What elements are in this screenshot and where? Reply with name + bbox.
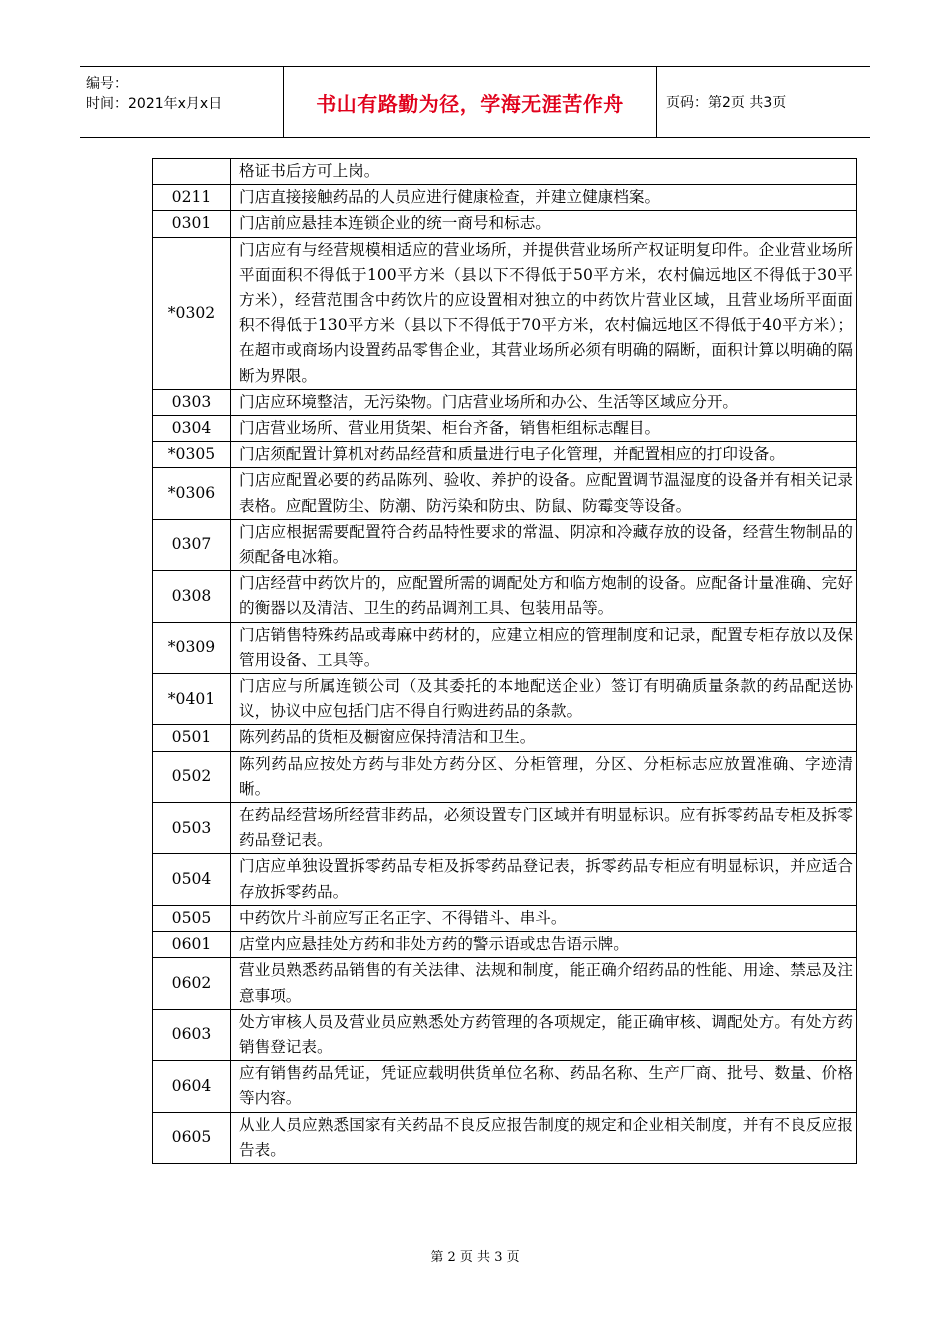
item-code: *0306 [153, 468, 231, 519]
item-requirement: 门店营业场所、营业用货架、柜台齐备，销售柜组标志醒目。 [231, 416, 857, 442]
header-slogan: 书山有路勤为径，学海无涯苦作舟 [284, 67, 657, 137]
item-code: 0602 [153, 958, 231, 1009]
item-code: 0604 [153, 1061, 231, 1112]
item-requirement: 门店应有与经营规模相适应的营业场所，并提供营业场所产权证明复印件。企业营业场所平面面积不得低于100平方米（县以下不得低于50平方米，农村偏远地区不得低于30平方米），经营范围含中药饮片的应设置相对独立的中药饮片营业区域，且营业场所平面面积不得低于130平方米（县以下不得低于70平方米，农村偏远地区不得低于40平方米）；在超市或商场内设置药品零售企业，其营业场所必须有明确的隔断，面积计算以明确的隔断为界限。 [231, 237, 857, 389]
table-row [153, 932, 857, 958]
item-code: *0305 [153, 442, 231, 468]
item-requirement: 门店应环境整洁，无污染物。门店营业场所和办公、生活等区域应分开。 [231, 389, 857, 415]
item-code: 0211 [153, 185, 231, 211]
time-label: 时间：2021年x月x日 [86, 96, 223, 112]
table-row [153, 751, 857, 802]
item-code: 0307 [153, 519, 231, 570]
table-row [153, 1112, 857, 1163]
table-row [153, 185, 857, 211]
item-code: 0605 [153, 1112, 231, 1163]
table-row [153, 159, 857, 185]
item-code: 0303 [153, 389, 231, 415]
table-row [153, 571, 857, 622]
item-requirement: 从业人员应熟悉国家有关药品不良反应报告制度的规定和企业相关制度，并有不良反应报告表。 [231, 1112, 857, 1163]
item-requirement: 门店直接接触药品的人员应进行健康检查，并建立健康档案。 [231, 185, 857, 211]
item-code: 0501 [153, 725, 231, 751]
table-row [153, 803, 857, 854]
page-footer: 第 2 页 共 3 页 [430, 1250, 520, 1265]
table-row [153, 725, 857, 751]
inspection-table [152, 158, 857, 1164]
item-code: 0304 [153, 416, 231, 442]
table-row [153, 389, 857, 415]
item-requirement: 应有销售药品凭证，凭证应载明供货单位名称、药品名称、生产厂商、批号、数量、价格等内容。 [231, 1061, 857, 1112]
table-row [153, 211, 857, 237]
item-code: 0502 [153, 751, 231, 802]
item-requirement: 格证书后方可上岗。 [231, 159, 857, 185]
item-requirement: 营业员熟悉药品销售的有关法律、法规和制度，能正确介绍药品的性能、用途、禁忌及注意事项。 [231, 958, 857, 1009]
item-code: *0309 [153, 622, 231, 673]
item-code: 0503 [153, 803, 231, 854]
number-label: 编号： [86, 76, 128, 92]
header-meta [80, 67, 284, 137]
item-requirement: 门店前应悬挂本连锁企业的统一商号和标志。 [231, 211, 857, 237]
item-code [153, 159, 231, 185]
item-requirement: 门店销售特殊药品或毒麻中药材的，应建立相应的管理制度和记录，配置专柜存放以及保管用设备、工具等。 [231, 622, 857, 673]
item-requirement: 处方审核人员及营业员应熟悉处方药管理的各项规定，能正确审核、调配处方。有处方药销售登记表。 [231, 1009, 857, 1060]
item-code: *0401 [153, 674, 231, 725]
item-code: 0308 [153, 571, 231, 622]
item-code: 0301 [153, 211, 231, 237]
item-requirement: 门店应单独设置拆零药品专柜及拆零药品登记表，拆零药品专柜应有明显标识，并应适合存放拆零药品。 [231, 854, 857, 905]
item-requirement: 店堂内应悬挂处方药和非处方药的警示语或忠告语示牌。 [231, 932, 857, 958]
item-requirement: 中药饮片斗前应写正名正字、不得错斗、串斗。 [231, 905, 857, 931]
item-requirement: 门店经营中药饮片的，应配置所需的调配处方和临方炮制的设备。应配备计量准确、完好的衡器以及清洁、卫生的药品调剂工具、包装用品等。 [231, 571, 857, 622]
item-requirement: 门店须配置计算机对药品经营和质量进行电子化管理，并配置相应的打印设备。 [231, 442, 857, 468]
item-code: 0504 [153, 854, 231, 905]
item-requirement: 在药品经营场所经营非药品，必须设置专门区域并有明显标识。应有拆零药品专柜及拆零药品登记表。 [231, 803, 857, 854]
table-row [153, 237, 857, 389]
table-row [153, 468, 857, 519]
page-header [80, 66, 870, 138]
table-row [153, 854, 857, 905]
table-row [153, 519, 857, 570]
table-row [153, 674, 857, 725]
table-row [153, 622, 857, 673]
item-requirement: 门店应与所属连锁公司（及其委托的本地配送企业）签订有明确质量条款的药品配送协议，协议中应包括门店不得自行购进药品的条款。 [231, 674, 857, 725]
header-page-label: 页码：第2页 共3页 [666, 95, 787, 111]
table-row [153, 416, 857, 442]
item-requirement: 门店应配置必要的药品陈列、验收、养护的设备。应配置调节温湿度的设备并有相关记录表格。应配置防尘、防潮、防污染和防虫、防鼠、防霉变等设备。 [231, 468, 857, 519]
table-row [153, 1061, 857, 1112]
item-requirement: 陈列药品的货柜及橱窗应保持清洁和卫生。 [231, 725, 857, 751]
item-code: *0302 [153, 237, 231, 389]
item-requirement: 陈列药品应按处方药与非处方药分区、分柜管理，分区、分柜标志应放置准确、字迹清晰。 [231, 751, 857, 802]
table-row [153, 958, 857, 1009]
table-row [153, 905, 857, 931]
item-requirement: 门店应根据需要配置符合药品特性要求的常温、阴凉和冷藏存放的设备，经营生物制品的须配备电冰箱。 [231, 519, 857, 570]
item-code: 0601 [153, 932, 231, 958]
table-row [153, 1009, 857, 1060]
item-code: 0603 [153, 1009, 231, 1060]
item-code: 0505 [153, 905, 231, 931]
table-row [153, 442, 857, 468]
